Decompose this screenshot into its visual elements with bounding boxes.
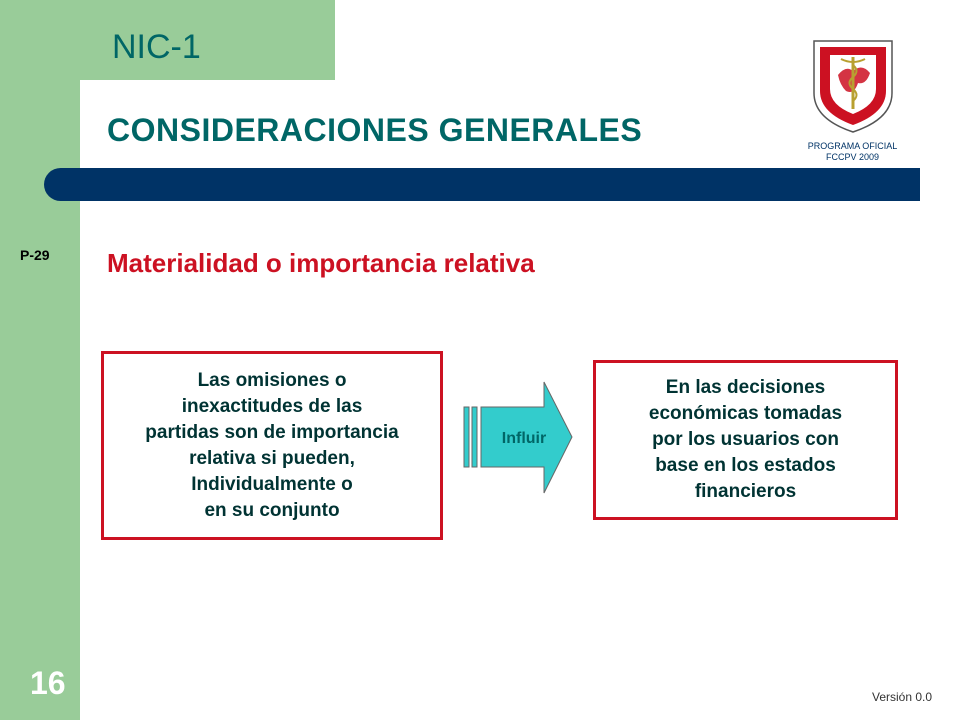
effect-line: por los usuarios con: [652, 429, 839, 450]
effect-line: En las decisiones: [665, 377, 826, 398]
title-bar: [44, 168, 920, 201]
left-green-band: [0, 0, 80, 720]
fccpv-logo: [808, 35, 898, 135]
condition-text: [145, 368, 398, 524]
slide-number: 16: [30, 665, 66, 701]
condition-line: Las omisiones o: [197, 369, 347, 391]
condition-line: inexactitudes de las: [181, 395, 363, 417]
condition-line: en su conjunto: [204, 499, 340, 521]
effect-line: financieros: [694, 481, 797, 502]
condition-line: partidas son de importancia: [145, 421, 399, 443]
arrow-label: Influir: [501, 430, 547, 447]
nic-title: NIC-1: [112, 28, 201, 66]
program-line-2: FCCPV 2009: [825, 152, 880, 162]
condition-box: [101, 351, 443, 540]
condition-line: relativa si pueden,: [189, 447, 355, 469]
effect-text: [649, 375, 842, 505]
condition-line: Individualmente o: [191, 473, 353, 495]
program-label: [790, 141, 915, 163]
section-subtitle: Materialidad o importancia relativa: [107, 248, 535, 278]
influence-arrow: [462, 380, 574, 495]
program-line-1: PROGRAMA OFICIAL: [807, 141, 898, 151]
paragraph-reference: P-29: [20, 247, 50, 263]
page-title: CONSIDERACIONES GENERALES: [107, 112, 643, 148]
effect-line: base en los estados: [655, 455, 836, 476]
effect-box: [593, 360, 898, 520]
version-label: Versión 0.0: [872, 690, 933, 704]
effect-line: económicas tomadas: [648, 403, 843, 424]
